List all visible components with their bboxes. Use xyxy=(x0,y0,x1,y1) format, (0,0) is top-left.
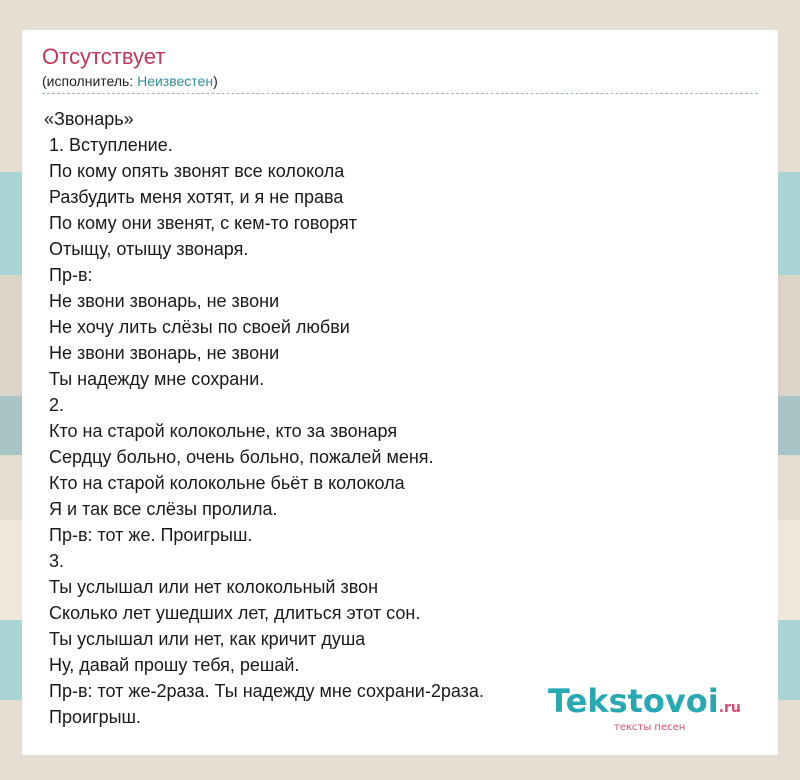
logo-name: Tekstovoi xyxy=(548,682,719,720)
lyric-line: Ты надежду мне сохрани. xyxy=(44,369,265,389)
lyric-line: По кому опять звонят все колокола xyxy=(44,161,345,181)
lyric-line: 3. xyxy=(44,551,65,571)
artist-line xyxy=(42,73,218,89)
lyric-line: Не хочу лить слёзы по своей любви xyxy=(44,317,350,337)
lyric-line: Ты услышал или нет, как кричит душа xyxy=(44,629,366,649)
lyric-line: Проигрыш. xyxy=(44,707,141,727)
lyric-line: Ты услышал или нет колокольный звон xyxy=(44,577,379,597)
lyric-line: Ну, давай прошу тебя, решай. xyxy=(44,655,300,675)
lyric-line: Кто на старой колокольне, кто за звонаря xyxy=(44,421,398,441)
lyric-line: 1. Вступление. xyxy=(44,135,173,155)
lyrics-text xyxy=(44,106,764,730)
lyric-line: «Звонарь» xyxy=(44,109,134,129)
logo-tld: .ru xyxy=(718,700,741,716)
lyric-line: Не звони звонарь, не звони xyxy=(44,291,280,311)
logo-tagline: тексты песен xyxy=(614,722,686,733)
lyric-line: 2. xyxy=(44,395,65,415)
lyric-line: Пр-в: xyxy=(44,265,93,285)
lyric-line: Я и так все слёзы пролила. xyxy=(44,499,278,519)
lyric-line: Сколько лет ушедших лет, длиться этот сон. xyxy=(44,603,421,623)
lyrics-card xyxy=(22,30,778,755)
artist-link[interactable]: Неизвестен xyxy=(137,73,214,89)
lyric-line: Не звони звонарь, не звони xyxy=(44,343,280,363)
artist-suffix: ) xyxy=(213,73,218,89)
lyric-line: Разбудить меня хотят, и я не права xyxy=(44,187,344,207)
lyric-line: Пр-в: тот же. Проигрыш. xyxy=(44,525,253,545)
lyric-line: Отыщу, отыщу звонаря. xyxy=(44,239,249,259)
site-logo[interactable] xyxy=(548,682,741,733)
lyric-line: Кто на старой колокольне бьёт в колокола xyxy=(44,473,405,493)
lyric-line: Пр-в: тот же-2раза. Ты надежду мне сохрани-2раза. xyxy=(44,681,484,701)
artist-prefix: (исполнитель: xyxy=(42,73,138,89)
divider xyxy=(42,93,758,94)
lyric-line: Сердцу больно, очень больно, пожалей меня. xyxy=(44,447,434,467)
song-title: Отсутствует xyxy=(42,44,166,69)
lyric-line: По кому они звенят, с кем-то говорят xyxy=(44,213,358,233)
